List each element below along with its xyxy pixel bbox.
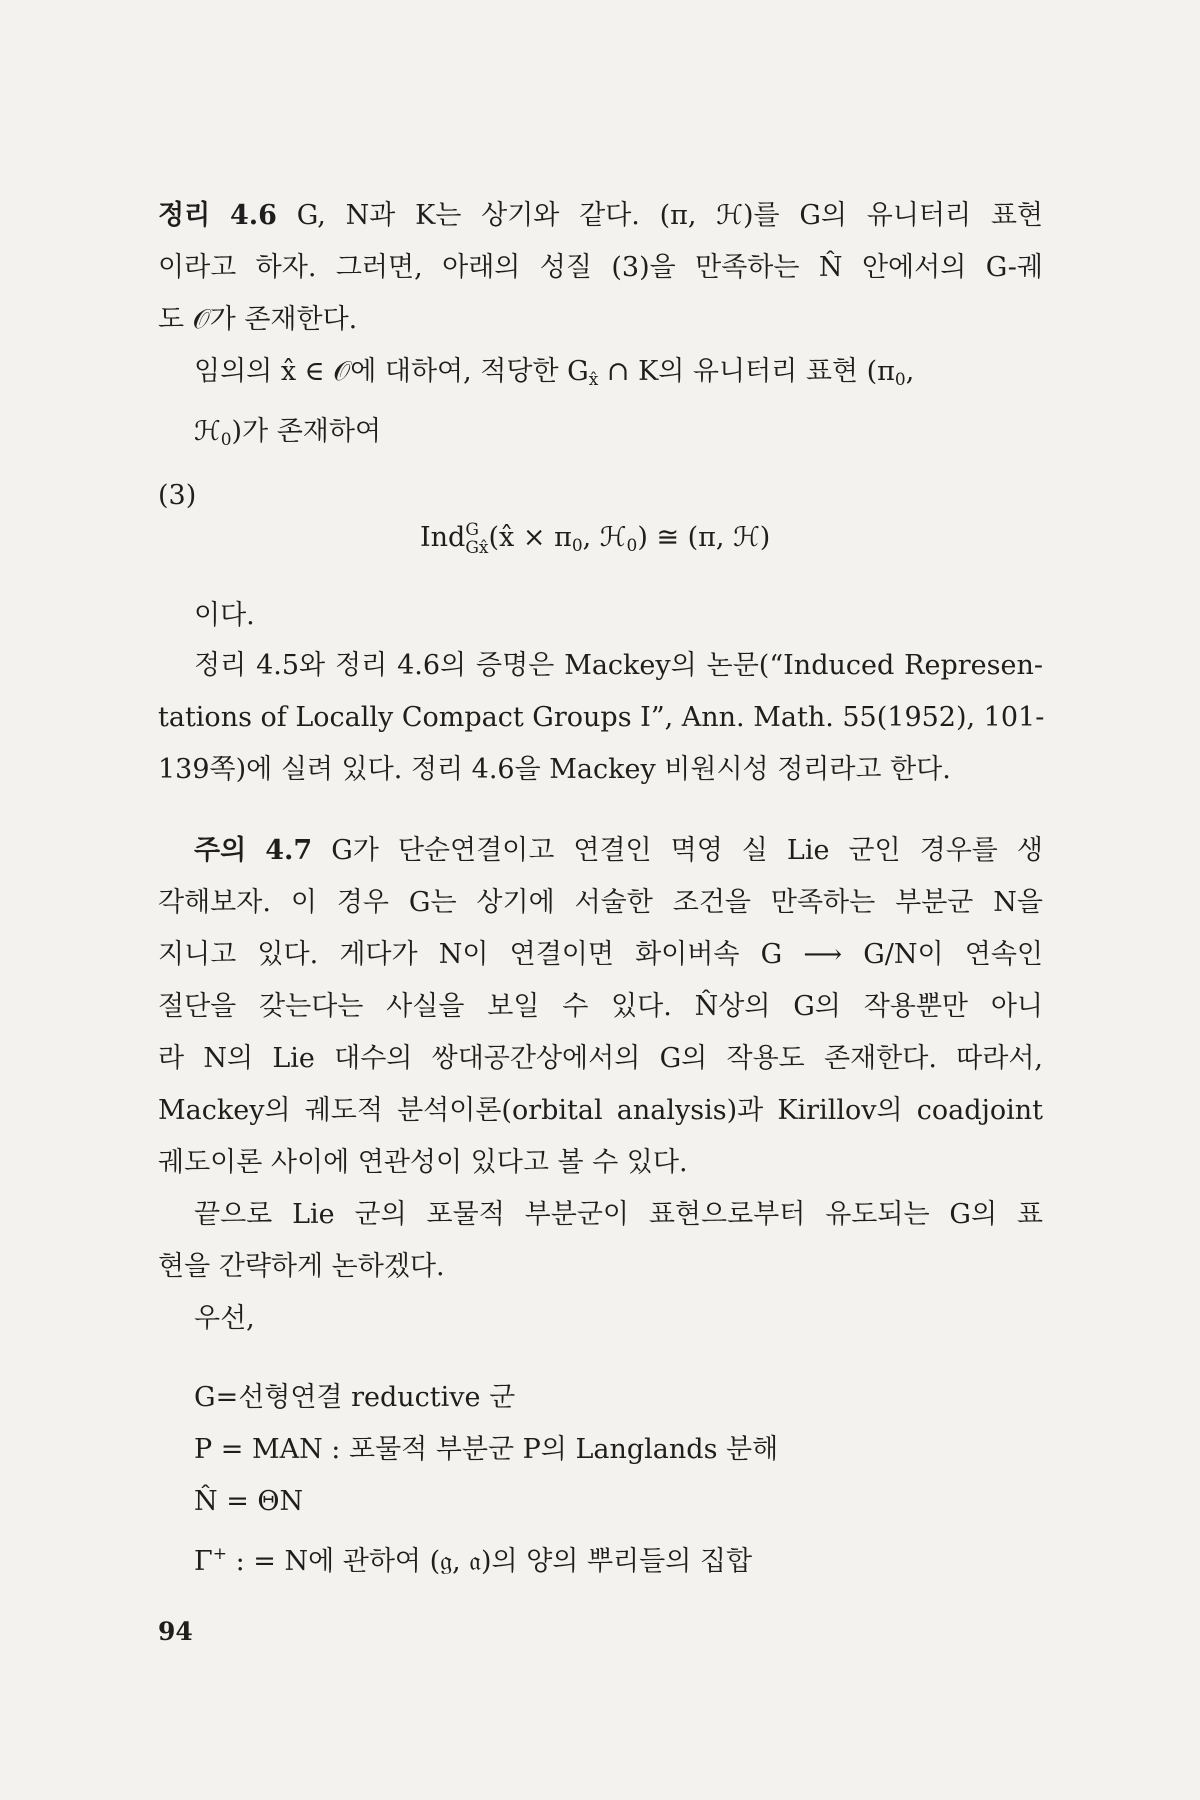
definition-text: Γ <box>194 1546 213 1577</box>
remark-line-6: Mackey의 궤도적 분석이론(orbital analysis)과 Kirillov의 coadjoint <box>158 1095 1043 1126</box>
theorem-4-6-line-2: 이라고 하자. 그러면, 아래의 성질 (3)을 만족하는 N̂ 안에서의 G-궤 <box>158 252 1043 283</box>
theorem-4-6 <box>158 190 1043 466</box>
condition-line-2 <box>158 406 1043 466</box>
theorem-conclusion <box>158 590 1043 642</box>
remark-line-3: 지니고 있다. 게다가 N이 연결이면 화이버속 G ⟶ G/N이 연속인 <box>158 939 1043 970</box>
condition-text: 임의의 x̂ ∈ 𝒪에 대하여, 적당한 G <box>194 356 589 387</box>
definition-1: G=선형연결 reductive 군 <box>194 1382 516 1413</box>
equation-label: (3) <box>158 480 197 511</box>
subscript: Gx̂ <box>465 537 489 558</box>
remark-line-1 <box>158 825 1043 877</box>
remark-label: 주의 <box>194 835 247 866</box>
final-line-1: 끝으로 Lie 군의 포물적 부분군이 표현으로부터 유도되는 G의 표 <box>194 1199 1043 1230</box>
remark-number: 4.7 <box>265 835 313 866</box>
theorem-label: 정리 <box>158 200 211 231</box>
remark-line-7: 궤도이론 사이에 연관성이 있다고 볼 수 있다. <box>158 1147 688 1178</box>
definition-2: P = MAN : 포물적 부분군 P의 Langlands 분해 <box>194 1434 779 1465</box>
proof-line-3: 139쪽)에 실려 있다. 정리 4.6을 Mackey 비원시성 정리라고 한다. <box>158 754 951 785</box>
definition-text: : = N에 관하여 (𝔤, 𝔞)의 양의 뿌리들의 집합 <box>226 1546 753 1577</box>
equation-text: (x̂ × π <box>488 522 572 553</box>
remark-4-7 <box>158 825 1043 1345</box>
proof-reference-paragraph <box>158 640 1043 796</box>
theorem-number: 4.6 <box>229 200 277 231</box>
superscript: + <box>212 1544 227 1564</box>
remark-text: G가 단순연결이고 연결인 멱영 실 Lie 군인 경우를 생 <box>331 835 1043 866</box>
remark-line-4: 절단을 갖는다는 사실을 보일 수 있다. N̂상의 G의 작용뿐만 아니 <box>158 991 1043 1022</box>
subscript: 0 <box>894 370 906 390</box>
superscript: G <box>465 519 479 540</box>
theorem-4-6-line-1 <box>158 190 1043 242</box>
remark-line-5: 라 N의 Lie 대수의 쌍대공간상에서의 G의 작용도 존재한다. 따라서, <box>158 1043 1043 1074</box>
subscript: 0 <box>220 430 232 450</box>
final-line-2: 현을 간략하게 논하겠다. <box>158 1251 445 1282</box>
final-line-3: 우선, <box>194 1303 255 1334</box>
subscript: 0 <box>626 536 638 556</box>
conclusion-text: 이다. <box>194 600 255 631</box>
equation-text: Ind <box>420 522 466 553</box>
definitions-list <box>158 1372 1043 1588</box>
theorem-text: G, N과 K는 상기와 같다. (π, ℋ)를 G의 유니터리 표현 <box>296 200 1043 231</box>
equation-text: ) ≅ (π, ℋ) <box>637 522 771 553</box>
condition-text: )가 존재하여 <box>231 416 382 447</box>
remark-line-2: 각해보자. 이 경우 G는 상기에 서술한 조건을 만족하는 부분군 N을 <box>158 887 1043 918</box>
proof-line-1: 정리 4.5와 정리 4.6의 증명은 Mackey의 논문(“Induced Represen- <box>194 650 1043 681</box>
condition-text: ℋ <box>194 416 221 447</box>
definition-4 <box>158 1528 1043 1588</box>
equation-text: , ℋ <box>582 522 627 553</box>
condition-text: ∩ K의 유니터리 표현 (π <box>598 356 895 387</box>
condition-line-1 <box>158 346 1043 406</box>
definition-3: N̂ = ΘN <box>194 1486 304 1517</box>
ind-scripts <box>465 521 488 557</box>
subscript: 0 <box>571 536 583 556</box>
condition-text: , <box>905 356 915 387</box>
induced-representation-equation <box>420 512 770 572</box>
subscript: x̂ <box>588 370 599 390</box>
theorem-4-6-line-3: 도 𝒪가 존재한다. <box>158 304 358 335</box>
proof-line-2: tations of Locally Compact Groups I”, Ann. Math. 55(1952), 101- <box>158 702 1045 733</box>
page-number: 94 <box>158 1617 193 1646</box>
